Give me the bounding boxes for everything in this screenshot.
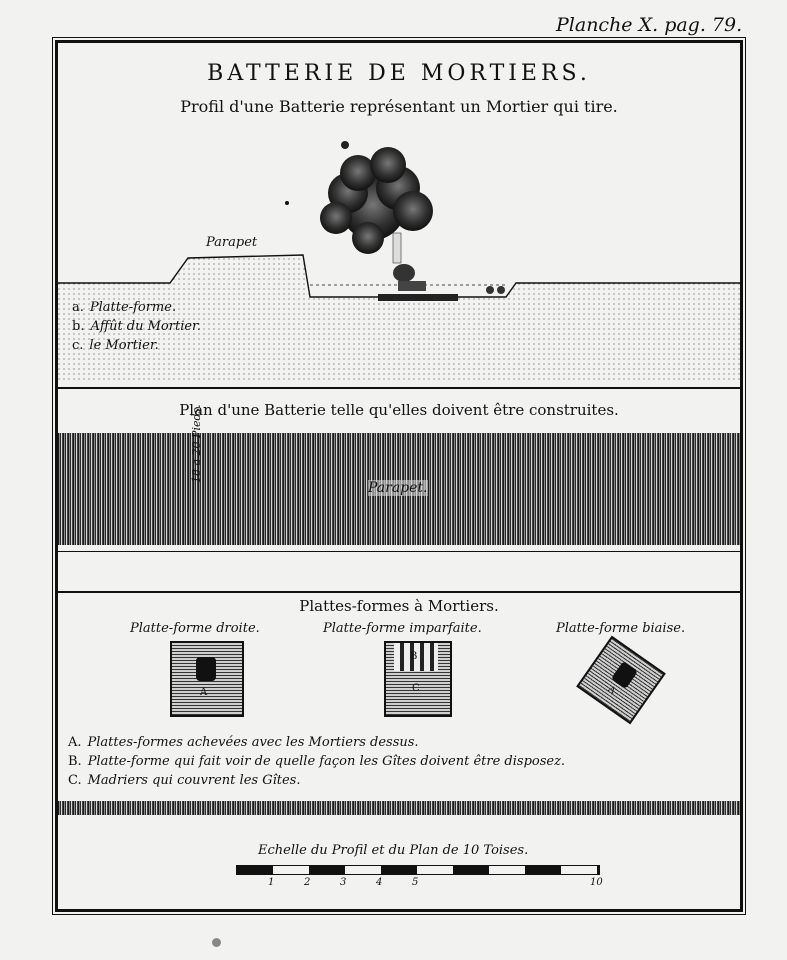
- parapet-label-profile: Parapet: [206, 235, 258, 250]
- scale-tick-10: 10: [590, 877, 603, 888]
- width-label: 18 a 20 Pieds.: [190, 404, 203, 483]
- stray-dot: [212, 938, 221, 947]
- scale-tick-3: 3: [340, 877, 347, 888]
- platform-biaise: [576, 636, 666, 725]
- plan-base-line: [58, 551, 740, 552]
- smoke-cloud: [320, 147, 433, 254]
- scale-tick-2: 2: [304, 877, 311, 888]
- platforms-legend: [68, 733, 565, 790]
- label-platform-biaise: Platte-forme biaise.: [556, 621, 686, 636]
- platform-letter-c: C: [412, 683, 420, 694]
- legend-item-B: B. Platte-forme qui fait voir de quelle façon les Gîtes doivent être disposez.: [68, 754, 566, 769]
- platform-letter-a: A: [200, 687, 208, 698]
- parapet-label-plan: Parapet.: [368, 480, 428, 496]
- label-platform-droite: Platte-forme droite.: [130, 621, 260, 636]
- divider: [58, 387, 740, 389]
- engraving-plate: [55, 40, 743, 912]
- plate-subtitle: Profil d'une Batterie représentant un Mortier qui tire.: [180, 97, 618, 116]
- platform-letter-b: B: [410, 651, 418, 662]
- legend-item-a: a. Platte-forme.: [72, 300, 177, 315]
- divider-hatched: [58, 801, 740, 815]
- platform-imparfaite: [384, 641, 452, 717]
- plan-title: Plan d'une Batterie telle qu'elles doivent être construites.: [179, 401, 619, 419]
- scale-tick-5: 5: [412, 877, 419, 888]
- scale-bar: [236, 865, 600, 875]
- legend-item-A: A. Plattes-formes achevées avec les Mortiers dessus.: [68, 735, 419, 750]
- divider: [58, 591, 740, 593]
- platform-letter-a2: A: [606, 684, 618, 697]
- scale-title: Echelle du Profil et du Plan de 10 Toises.: [258, 843, 529, 858]
- legend-item-b: b. Affût du Mortier.: [72, 319, 201, 334]
- plate-title: BATTERIE DE MORTIERS.: [207, 61, 591, 86]
- plate-number: Planche X. pag. 79.: [556, 14, 743, 36]
- profile-legend: [72, 298, 201, 355]
- label-platform-imparfaite: Platte-forme imparfaite.: [323, 621, 482, 636]
- scale-tick-4: 4: [376, 877, 383, 888]
- scale-tick-1: 1: [268, 877, 275, 888]
- platform-droite: [170, 641, 244, 717]
- legend-item-C: C. Madriers qui couvrent les Gîtes.: [68, 773, 301, 788]
- platforms-title: Plattes-formes à Mortiers.: [299, 597, 499, 615]
- legend-item-c: c. le Mortier.: [72, 338, 159, 353]
